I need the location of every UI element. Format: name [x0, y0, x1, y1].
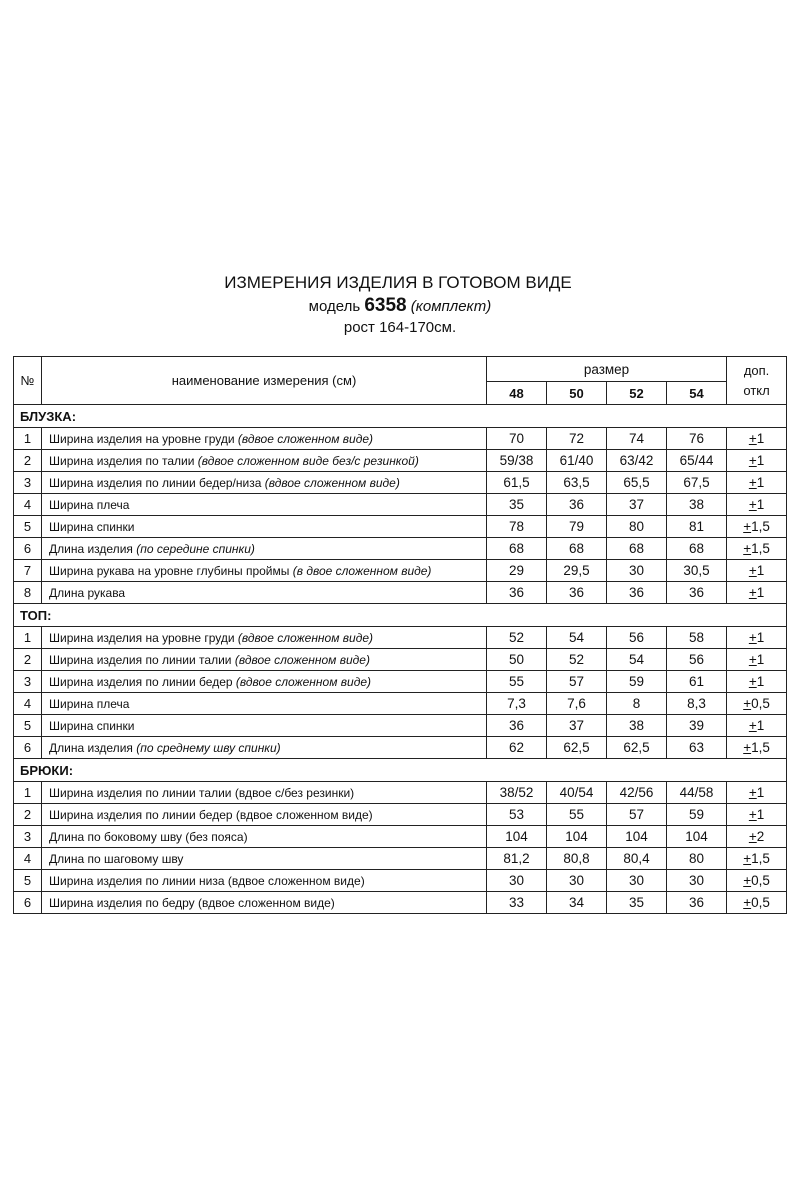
tolerance-value: 1 [756, 785, 765, 800]
size-value: 56 [667, 649, 727, 671]
measurement-label: Ширина изделия на уровне груди [49, 431, 235, 446]
size-value: 37 [547, 715, 607, 737]
table-row [14, 494, 787, 516]
size-value: 36 [487, 582, 547, 604]
size-value: 62,5 [607, 737, 667, 759]
size-value: 55 [547, 804, 607, 826]
section-header [14, 759, 787, 782]
size-value: 74 [607, 428, 667, 450]
measurement-label: Ширина изделия по линии талии [49, 652, 232, 667]
tolerance-value: 0,5 [751, 696, 770, 711]
tolerance [727, 737, 787, 759]
tolerance-value: 1 [756, 431, 765, 446]
measurement-name [42, 516, 487, 538]
measurement-note: (вдвое сложенном виде) [237, 431, 374, 446]
size-value: 57 [607, 804, 667, 826]
tolerance-sign: + [743, 541, 752, 556]
tolerance-sign: + [748, 497, 757, 512]
measurement-note: (вдвое сложенном виде без/с резинкой) [197, 453, 419, 468]
header-tolerance-line2: откл [743, 382, 770, 398]
size-value: 36 [487, 715, 547, 737]
tolerance-value: 1 [756, 807, 765, 822]
measurement-name [42, 693, 487, 715]
size-value: 80,8 [547, 848, 607, 870]
size-value: 104 [547, 826, 607, 848]
measurement-label: Ширина изделия по линии низа (вдвое сложенном виде) [49, 873, 365, 888]
measurement-name [42, 782, 487, 804]
tolerance-value: 1 [756, 475, 765, 490]
measurement-label: Ширина плеча [49, 696, 130, 711]
row-number: 5 [14, 870, 42, 892]
tolerance [727, 627, 787, 649]
tolerance-value: 1 [756, 718, 765, 733]
table-row [14, 428, 787, 450]
tolerance-value: 1 [756, 497, 765, 512]
size-value: 38/52 [487, 782, 547, 804]
section-header [14, 604, 787, 627]
tolerance [727, 472, 787, 494]
tolerance [727, 494, 787, 516]
tolerance-value: 1 [756, 630, 765, 645]
tolerance-value: 1,5 [751, 519, 770, 534]
tolerance-sign: + [743, 740, 752, 755]
size-48: 48 [487, 382, 547, 405]
height-line: рост 164-170см. [343, 319, 457, 336]
size-value: 36 [547, 582, 607, 604]
table-row [14, 693, 787, 715]
size-value: 81,2 [487, 848, 547, 870]
tolerance-value: 2 [756, 829, 765, 844]
measurement-label: Ширина изделия по линии талии (вдвое с/без резинки) [49, 785, 355, 800]
tolerance-value: 1,5 [751, 851, 770, 866]
measurement-name [42, 582, 487, 604]
size-value: 52 [487, 627, 547, 649]
tolerance-sign: + [748, 453, 757, 468]
size-value: 29,5 [547, 560, 607, 582]
table-row [14, 892, 787, 914]
size-value: 44/58 [667, 782, 727, 804]
tolerance [727, 560, 787, 582]
section-title: БЛУЗКА: [14, 405, 787, 428]
measurement-name [42, 494, 487, 516]
table-row [14, 582, 787, 604]
size-value: 40/54 [547, 782, 607, 804]
table-row [14, 848, 787, 870]
measurement-label: Ширина изделия по линии бедер/низа [49, 475, 262, 490]
measurement-name [42, 671, 487, 693]
tolerance-sign: + [748, 718, 757, 733]
row-number: 2 [14, 450, 42, 472]
tolerance-sign: + [748, 674, 757, 689]
measurement-name [42, 826, 487, 848]
size-value: 59/38 [487, 450, 547, 472]
size-value: 34 [547, 892, 607, 914]
measurement-label: Длина по шаговому шву [49, 851, 184, 866]
size-value: 56 [607, 627, 667, 649]
size-value: 61 [667, 671, 727, 693]
size-value: 30 [607, 870, 667, 892]
row-number: 4 [14, 848, 42, 870]
tolerance [727, 892, 787, 914]
row-number: 5 [14, 715, 42, 737]
size-value: 68 [607, 538, 667, 560]
size-value: 37 [607, 494, 667, 516]
measurement-label: Длина изделия [49, 541, 133, 556]
row-number: 3 [14, 671, 42, 693]
measurement-name [42, 472, 487, 494]
size-value: 104 [667, 826, 727, 848]
row-number: 6 [14, 737, 42, 759]
header-size: размер [487, 357, 727, 382]
measurement-label: Ширина изделия на уровне груди [49, 630, 235, 645]
size-value: 61,5 [487, 472, 547, 494]
section-title: ТОП: [14, 604, 787, 627]
measurement-note: (по среднему шву спинки) [136, 740, 281, 755]
size-value: 8,3 [667, 693, 727, 715]
size-value: 79 [547, 516, 607, 538]
row-number: 4 [14, 693, 42, 715]
measurement-name [42, 870, 487, 892]
tolerance-value: 1 [756, 563, 765, 578]
size-value: 65,5 [607, 472, 667, 494]
measurement-note: (вдвое сложенном виде) [234, 652, 370, 667]
table-row [14, 715, 787, 737]
measurement-name [42, 538, 487, 560]
measurement-name [42, 560, 487, 582]
size-value: 36 [607, 582, 667, 604]
table-row [14, 450, 787, 472]
measurement-name [42, 450, 487, 472]
tolerance-value: 0,5 [751, 895, 770, 910]
size-value: 68 [547, 538, 607, 560]
measurement-name [42, 715, 487, 737]
size-value: 53 [487, 804, 547, 826]
row-number: 4 [14, 494, 42, 516]
measurement-note: (вдвое сложенном виде) [237, 630, 374, 645]
measurement-label: Ширина изделия по талии [49, 453, 195, 468]
row-number: 2 [14, 804, 42, 826]
table-row [14, 870, 787, 892]
size-value: 68 [667, 538, 727, 560]
size-value: 36 [547, 494, 607, 516]
size-value: 30 [547, 870, 607, 892]
size-value: 63/42 [607, 450, 667, 472]
table-row [14, 782, 787, 804]
size-value: 35 [487, 494, 547, 516]
tolerance-value: 1 [756, 674, 765, 689]
measurement-label: Ширина плеча [49, 497, 130, 512]
tolerance [727, 428, 787, 450]
tolerance-value: 1 [756, 585, 765, 600]
header-row [14, 357, 787, 382]
tolerance-value: 1,5 [751, 541, 770, 556]
tolerance [727, 848, 787, 870]
tolerance [727, 582, 787, 604]
measurements-table [13, 356, 787, 914]
size-value: 35 [607, 892, 667, 914]
tolerance-value: 1 [756, 652, 765, 667]
model-label: модель [308, 298, 361, 315]
table-row [14, 649, 787, 671]
size-value: 58 [667, 627, 727, 649]
row-number: 1 [14, 627, 42, 649]
measurement-label: Ширина изделия по бедру (вдвое сложенном виде) [49, 895, 335, 910]
header-tolerance-line1: доп. [743, 362, 770, 378]
size-value: 62,5 [547, 737, 607, 759]
measurement-name [42, 627, 487, 649]
tolerance [727, 870, 787, 892]
size-value: 7,3 [487, 693, 547, 715]
tolerance-sign: + [743, 895, 752, 910]
measurement-note: (вдвое сложенном виде) [264, 475, 400, 490]
tolerance [727, 671, 787, 693]
table-row [14, 671, 787, 693]
tolerance-sign: + [743, 519, 752, 534]
tolerance [727, 649, 787, 671]
row-number: 5 [14, 516, 42, 538]
row-number: 2 [14, 649, 42, 671]
size-value: 59 [667, 804, 727, 826]
table-row [14, 560, 787, 582]
size-value: 33 [487, 892, 547, 914]
measurement-label: Длина рукава [49, 585, 126, 600]
tolerance-sign: + [748, 807, 757, 822]
tolerance [727, 538, 787, 560]
row-number: 6 [14, 892, 42, 914]
table-row [14, 804, 787, 826]
row-number: 7 [14, 560, 42, 582]
model-note: (комплект) [410, 298, 492, 315]
tolerance-sign: + [748, 585, 757, 600]
size-54: 54 [667, 382, 727, 405]
tolerance-sign: + [748, 475, 757, 490]
section-title: БРЮКИ: [14, 759, 787, 782]
tolerance-sign: + [748, 630, 757, 645]
size-value: 55 [487, 671, 547, 693]
measurement-note: (вдвое сложенном виде) [235, 674, 371, 689]
measurement-label: Ширина изделия по линии бедер [49, 674, 233, 689]
size-value: 65/44 [667, 450, 727, 472]
size-value: 29 [487, 560, 547, 582]
size-value: 36 [667, 892, 727, 914]
tolerance-value: 1 [756, 453, 765, 468]
measurement-label: Длина изделия [49, 740, 133, 755]
document-title-block [0, 272, 800, 338]
row-number: 1 [14, 428, 42, 450]
table-row [14, 516, 787, 538]
table-row [14, 826, 787, 848]
measurement-name [42, 804, 487, 826]
row-number: 3 [14, 826, 42, 848]
size-value: 63,5 [547, 472, 607, 494]
size-value: 50 [487, 649, 547, 671]
tolerance-sign: + [748, 431, 757, 446]
size-value: 70 [487, 428, 547, 450]
model-line [0, 295, 800, 318]
measurement-label: Ширина рукава на уровне глубины проймы [49, 563, 290, 578]
size-value: 63 [667, 737, 727, 759]
measurement-note: (в двое сложенном виде) [292, 563, 432, 578]
tolerance-sign: + [748, 829, 757, 844]
size-value: 52 [547, 649, 607, 671]
size-value: 80 [607, 516, 667, 538]
measurement-note: (по середине спинки) [136, 541, 255, 556]
measurement-label: Ширина изделия по линии бедер (вдвое сложенном виде) [49, 807, 373, 822]
measurement-name [42, 737, 487, 759]
size-value: 104 [607, 826, 667, 848]
tolerance [727, 782, 787, 804]
size-value: 104 [487, 826, 547, 848]
size-value: 54 [607, 649, 667, 671]
measurement-label: Длина по боковому шву (без пояса) [49, 829, 248, 844]
size-value: 76 [667, 428, 727, 450]
measurement-name [42, 892, 487, 914]
size-value: 59 [607, 671, 667, 693]
tolerance [727, 715, 787, 737]
measurement-name [42, 649, 487, 671]
size-value: 57 [547, 671, 607, 693]
size-value: 30 [487, 870, 547, 892]
size-value: 30,5 [667, 560, 727, 582]
tolerance-sign: + [743, 696, 752, 711]
section-header [14, 405, 787, 428]
size-value: 38 [667, 494, 727, 516]
size-value: 54 [547, 627, 607, 649]
header-measurement-name: наименование измерения (см) [42, 357, 487, 405]
tolerance-sign: + [743, 851, 752, 866]
tolerance [727, 693, 787, 715]
measurement-label: Ширина спинки [49, 519, 135, 534]
row-number: 3 [14, 472, 42, 494]
row-number: 1 [14, 782, 42, 804]
tolerance-sign: + [748, 652, 757, 667]
table-row [14, 472, 787, 494]
size-value: 39 [667, 715, 727, 737]
row-number: 6 [14, 538, 42, 560]
tolerance-value: 1,5 [751, 740, 770, 755]
size-value: 61/40 [547, 450, 607, 472]
tolerance-value: 0,5 [751, 873, 770, 888]
size-value: 80 [667, 848, 727, 870]
tolerance [727, 826, 787, 848]
header-no: № [14, 357, 42, 405]
size-value: 7,6 [547, 693, 607, 715]
size-value: 42/56 [607, 782, 667, 804]
tolerance-sign: + [748, 563, 757, 578]
size-50: 50 [547, 382, 607, 405]
size-value: 78 [487, 516, 547, 538]
tolerance [727, 804, 787, 826]
size-value: 8 [607, 693, 667, 715]
size-value: 38 [607, 715, 667, 737]
size-value: 72 [547, 428, 607, 450]
size-value: 36 [667, 582, 727, 604]
measurement-label: Ширина спинки [49, 718, 135, 733]
model-number: 6358 [364, 295, 407, 316]
header-tolerance [727, 357, 787, 405]
tolerance [727, 516, 787, 538]
page-title: ИЗМЕРЕНИЯ ИЗДЕЛИЯ В ГОТОВОМ ВИДЕ [224, 273, 572, 292]
measurement-name [42, 428, 487, 450]
size-value: 68 [487, 538, 547, 560]
table-row [14, 737, 787, 759]
row-number: 8 [14, 582, 42, 604]
table-row [14, 627, 787, 649]
size-value: 30 [607, 560, 667, 582]
size-value: 62 [487, 737, 547, 759]
tolerance-sign: + [748, 785, 757, 800]
tolerance-sign: + [743, 873, 752, 888]
measurement-name [42, 848, 487, 870]
size-value: 30 [667, 870, 727, 892]
table-row [14, 538, 787, 560]
size-value: 67,5 [667, 472, 727, 494]
tolerance [727, 450, 787, 472]
size-52: 52 [607, 382, 667, 405]
size-value: 80,4 [607, 848, 667, 870]
size-value: 81 [667, 516, 727, 538]
